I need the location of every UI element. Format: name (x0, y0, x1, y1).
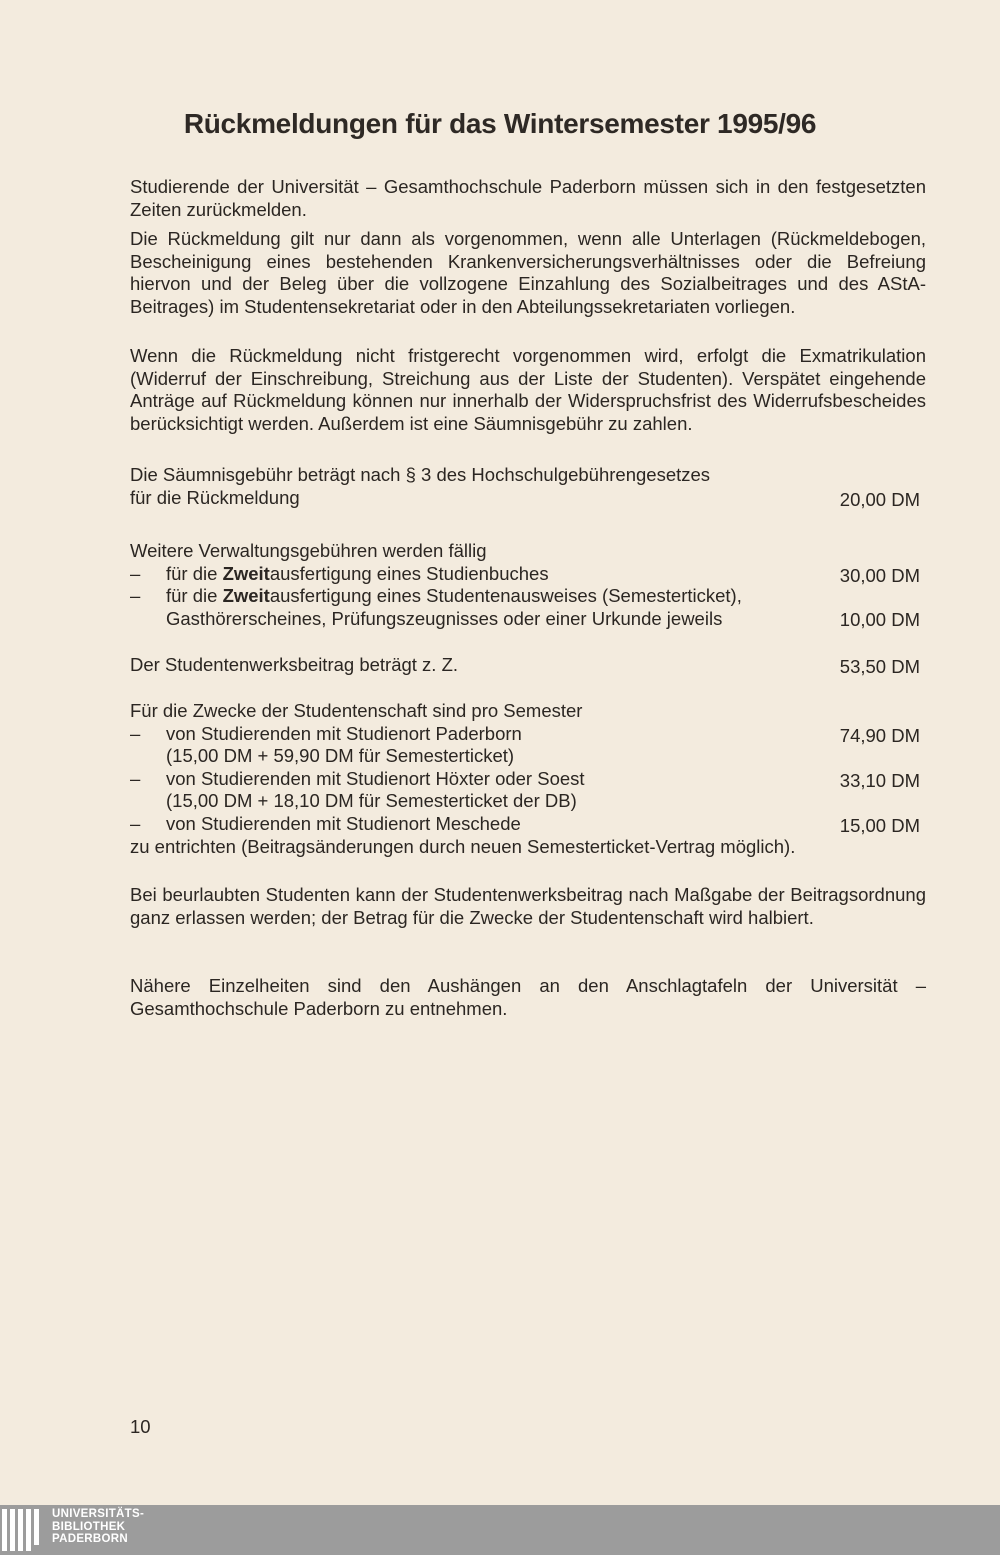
admin-fees-section (130, 540, 926, 630)
list-dash: – (130, 722, 141, 744)
late-fee-section (130, 464, 926, 509)
late-fee-line2: für die Rückmeldung (130, 486, 300, 508)
page-number: 10 (130, 1416, 151, 1437)
studentenschaft-item1: von Studierenden mit Studienort Paderborn (166, 722, 522, 744)
studentenschaft-section (130, 700, 926, 858)
library-logo-icon (0, 1509, 48, 1551)
admin-fees-intro: Weitere Verwaltungsgebühren werden fällig (130, 540, 487, 561)
admin-item1-post: ausfertigung eines Studienbuches (269, 562, 549, 584)
admin-item1-amount: 30,00 DM (839, 564, 920, 586)
documents-paragraph: Die Rückmeldung gilt nur dann als vorgenommen, wenn alle Unterlagen (Rückmeldebogen, Bescheinigung eines bestehenden Krankenversicherungsverhältnisses oder die Befreiung hiervon und der Beleg über die vollzogene Einzahlung des Sozialbeitrages und des AStA- Beitrages) im Studentensekretariat oder in den Abteilungssekretariaten vorliegen. (130, 228, 926, 317)
library-name-line3: PADERBORN (52, 1533, 128, 1545)
studentenschaft-item3-amount: 15,00 DM (839, 814, 920, 836)
library-name (52, 1508, 144, 1546)
library-name-line1: UNIVERSITÄTS- (52, 1508, 145, 1520)
admin-item1-pre: für die (166, 562, 223, 584)
studentenschaft-outro: zu entrichten (Beitragsänderungen durch neuen Semesterticket-Vertrag möglich). (130, 835, 796, 857)
list-dash: – (130, 767, 141, 789)
admin-item2-bold: Zweit (222, 585, 270, 607)
library-footer (0, 1505, 1000, 1555)
intro-paragraph: Studierende der Universität – Gesamthochschule Paderborn müssen sich in den festgesetzten Zeiten zurückmelden. (130, 176, 926, 220)
studentenschaft-item1-note: (15,00 DM + 59,90 DM für Semesterticket) (166, 745, 515, 767)
exmatriculation-paragraph: Wenn die Rückmeldung nicht fristgerecht vorgenommen wird, erfolgt die Exmatrikulation (Widerruf der Einschreibung, Streichung aus der Liste der Studenten). Verspätet eingehende Anträge auf Rückmeldung können nur innerhalb der Widerspruchsfrist des Widerrufsbescheides berücksichtigt werden. Außerdem ist eine Säumnisgebühr zu zahlen. (130, 345, 926, 434)
admin-item2-post: ausfertigung eines Studentenausweises (Semesterticket), (269, 585, 742, 607)
details-paragraph: Nähere Einzelheiten sind den Aushängen an den Anschlagtafeln der Universität – Gesamthochschule Paderborn zu entnehmen. (130, 975, 926, 1019)
late-fee-line1: Die Säumnisgebühr beträgt nach § 3 des Hochschulgebührengesetzes (130, 464, 711, 485)
admin-item2-line2: Gasthörerscheines, Prüfungszeugnisses oder einer Urkunde jeweils (166, 607, 723, 629)
studentenwerk-label: Der Studentenwerksbeitrag beträgt z. Z. (130, 654, 459, 675)
studentenschaft-item2-amount: 33,10 DM (839, 769, 920, 791)
list-dash: – (130, 562, 141, 584)
studentenschaft-intro: Für die Zwecke der Studentenschaft sind pro Semester (130, 700, 583, 721)
library-name-line2: BIBLIOTHEK (52, 1520, 126, 1533)
admin-item1-bold: Zweit (222, 562, 270, 584)
studentenschaft-item1-amount: 74,90 DM (839, 724, 920, 746)
list-dash: – (130, 585, 141, 607)
studentenwerk-amount: 53,50 DM (839, 656, 920, 677)
admin-item2-pre: für die (166, 585, 223, 607)
late-fee-amount: 20,00 DM (839, 488, 920, 510)
beurlaubt-paragraph: Bei beurlaubten Studenten kann der Studentenwerksbeitrag nach Maßgabe der Beitragsordnung ganz erlassen werden; der Betrag für die Zwecke der Studentenschaft wird halbiert. (130, 884, 926, 928)
page-title: Rückmeldungen für das Wintersemester 1995/96 (183, 108, 817, 139)
studentenschaft-item2-note: (15,00 DM + 18,10 DM für Semesterticket der DB) (166, 790, 577, 812)
studentenschaft-item2: von Studierenden mit Studienort Höxter oder Soest (166, 767, 585, 789)
studentenwerk-section (130, 654, 926, 677)
studentenschaft-item3: von Studierenden mit Studienort Meschede (166, 812, 521, 834)
list-dash: – (130, 812, 141, 834)
admin-item2-amount: 10,00 DM (839, 608, 920, 630)
